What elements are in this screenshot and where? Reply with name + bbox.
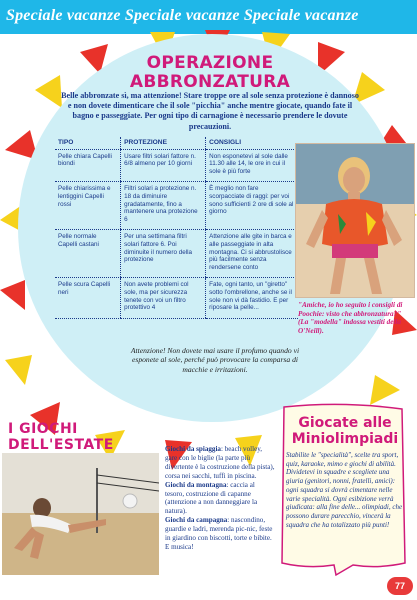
column-header-consigli: CONSIGLI (206, 137, 298, 149)
table-row (55, 230, 298, 278)
games-list (165, 445, 275, 552)
beach-volley-photo (2, 453, 159, 575)
table-cell: Non esponetevi al sole dalle 11.30 alle 14, le ore in cui il sole è più forte (206, 149, 298, 182)
country-games-text: : nascondino, guardie e ladri, merenda pic-nic, feste in giardino con biscotti, torte e bibite. E musica! (165, 516, 273, 551)
photo-caption: "Amiche, io ho seguito i consigli di Poochie: visto che abbronzatura?" (La "modella" indossa vestiti della O'Neill). (298, 301, 403, 335)
miniolimpiadi-title-line2: Miniolimpiadi (291, 430, 399, 447)
page-number-badge: 77 (387, 577, 413, 595)
table-header-row (55, 137, 298, 149)
table-cell: Per una settimana filtri solari fattore 6. Poi diminuite il numero della protezione (121, 230, 206, 278)
header-title: Speciale vacanze Speciale vacanze Speciale vacanze (6, 7, 359, 24)
beach-games-text: : beach volley, gare con le biglie (la parte più divertente è la costruzione della pista), corsa nei sacchi, tuffi in piscina. (165, 445, 275, 480)
table-cell: Attenzione alle gite in barca e alle passeggiate in alta montagna. Ci si abbrustolisce più facilmente senza rendersene conto (206, 230, 298, 278)
table-row (55, 149, 298, 182)
article-intro: Belle abbronzate sì, ma attenzione! Stare troppe ore al sole senza protezione è dannoso e non dovete dimenticare che il sole "picchia" anche mentre giocate, quando fate il bagno e passeggiate. Per ogni tipo di carnagione è necessario prendere le dovute precauzioni. (61, 91, 359, 131)
table-cell: Usare filtri solari fattore n. 6/8 almeno per 10 giorni (121, 149, 206, 182)
table-cell: Filtri solari a protezione n. 18 da diminuire gradatamente, fino a mantenere una protezione 6 (121, 182, 206, 230)
headline-line1: OPERAZIONE (146, 53, 274, 73)
miniolimpiadi-text: Stabilite le "specialità", scelte tra sport, quiz, karaoke, mimo e giochi di abilità. Dividetevi in squadre e scegliete una giuria (genitori, nonni, fratelli, amici): ogni squadra si dovrà cimentare nelle varie specialità. Ogni esibizione verrà giudicata: alla fine delle... olimpiadi, che possono durare parecchio, vincerà la squadra che ha totalizzato più punti! (286, 451, 403, 529)
headline-line2: ABBRONZATURA (129, 72, 291, 92)
mountain-games-text: : caccia al tesoro, costruzione di capanne (attenzione a non danneggiare la natura). (165, 480, 258, 516)
country-games-item (165, 516, 275, 552)
country-games-label: Giochi da campagna (165, 516, 228, 525)
mountain-games-label: Giochi da montagna (165, 480, 227, 489)
miniolimpiadi-title (285, 416, 405, 447)
doll-photo (295, 143, 415, 298)
beach-games-label: Giochi da spiaggia (165, 445, 221, 453)
table-row (55, 182, 298, 230)
table-cell: Pelle normale Capelli castani (55, 230, 121, 278)
warning-note: Attenzione! Non dovete mai usare il profumo quando vi esponete al sole, perché può provocare la comparsa di macchie e irritazioni. (130, 346, 300, 374)
column-header-tipo: TIPO (55, 137, 121, 149)
table-cell: Non avete problemi col sole, ma per sicurezza tenete con voi un filtro protettivo 4 (121, 278, 206, 318)
table-cell: Pelle chiarissima e lentiggini Capelli rossi (55, 182, 121, 230)
table-cell: Pelle scura Capelli neri (55, 278, 121, 318)
header-banner (0, 0, 417, 34)
sun-protection-table (55, 137, 298, 319)
summer-games-title-line1: I GIOCHI (8, 421, 78, 437)
beach-volley-illustration (2, 453, 159, 575)
mountain-games-item (165, 481, 275, 517)
column-header-protezione: PROTEZIONE (121, 137, 206, 149)
summer-games-title (8, 422, 118, 453)
doll-photo-illustration (296, 144, 414, 297)
article-headline (110, 54, 310, 92)
beach-games-item (165, 445, 275, 481)
table-cell: Fate, ogni tanto, un "giretto" sotto l'ombrellone, anche se il sole non vi dà fastidio. E per riposare la pelle... (206, 278, 298, 318)
table-row (55, 278, 298, 318)
miniolimpiadi-title-line1: Giocate alle (298, 415, 392, 431)
table-cell: Pelle chiara Capelli biondi (55, 149, 121, 182)
table-cell: È meglio non fare scorpacciate di raggi: per voi sono sufficienti 2 ore di sole al giorno (206, 182, 298, 230)
summer-games-title-line2: DELL'ESTATE (8, 436, 114, 453)
